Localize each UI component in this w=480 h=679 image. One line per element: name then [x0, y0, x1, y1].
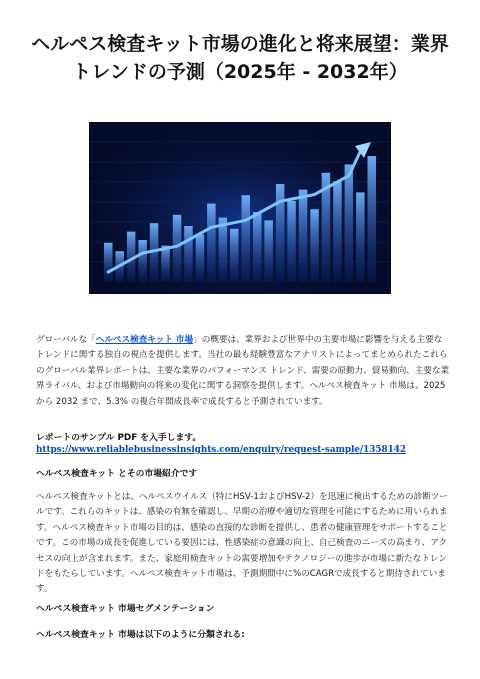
hero-bar: [276, 184, 285, 282]
hero-bar: [333, 181, 342, 282]
hero-bar: [310, 209, 319, 282]
hero-bar: [345, 164, 354, 282]
hero-bar: [356, 192, 365, 282]
hero-bar: [264, 220, 273, 282]
sample-request-link[interactable]: https://www.reliablebusinessinsights.com/enquiry/request-sample/1358142: [36, 445, 407, 455]
hero-image: [89, 122, 391, 294]
hero-bar: [253, 212, 262, 282]
page-title: ヘルペス検査キット市場の進化と将来展望：業界トレンドの予測（2025年 - 2032年）: [31, 33, 449, 83]
intro-paragraph: [36, 333, 450, 410]
hero-bar: [104, 243, 113, 282]
hero-bar: [207, 204, 216, 282]
market-link[interactable]: ヘルペス検査キット 市場: [95, 335, 194, 345]
market-intro-heading: ヘルペス検査キット とその市場紹介です: [36, 469, 198, 479]
hero-bar: [299, 190, 308, 282]
hero-bar: [196, 234, 205, 282]
hero-bar: [287, 201, 296, 282]
rising-chart-icon: [89, 122, 391, 294]
hero-bar: [230, 229, 239, 282]
hero-bar: [184, 226, 193, 282]
intro-text-rest: 」の概要は、業界および世界中の主要市場に影響を与える主要なトレンドに関する独自の視点を提供します。当社の最も経験豊富なアナリストによってまとめられたこれらのグローバル業界レポートは、主要な業界のパフォーマンス トレンド、需要の原動力、貿易動向、主要な業界ライバル、および市場動向の将来の変化に関する洞察を提供します。ヘルペス検査キット 市場は、2025 から 2032 まで、5.3% の複合年間成長率で成長すると予測されています。: [36, 335, 450, 407]
market-intro-paragraph: ヘルペス検査キットとは、ヘルペスウイルス（特にHSV-1およびHSV-2）を迅速に検出するための診断ツールです。これらのキットは、感染の有無を確認し、早期の治療や適切な管理を可能にするために用いられます。ヘルペス検査キット市場の目的は、感染の直接的な診断を提供し、患者の健康管理をサポートすることです。この市場の成長を促進している要因には、性感染症の意識の向上、自己検査のニーズの高まり、アクセスの向上が含まれます。また、家庭用検査キットの需要増加やテクノロジーの進歩が市場に新たなトレンドをもたらしています。ヘルペス検査キット市場は、予測期間中に%のCAGRで成長すると期待されています。: [36, 492, 448, 595]
hero-bar: [219, 218, 228, 282]
hero-bar: [368, 156, 377, 282]
classification-heading: ヘルペス検査キット 市場は以下のように分類される:: [36, 630, 245, 640]
hero-bar: [161, 246, 170, 282]
sample-pdf-heading: レポートのサンプル PDF を入手します。: [36, 433, 202, 443]
hero-bar: [173, 215, 182, 282]
intro-text-start: グローバルな「: [36, 335, 96, 345]
hero-bar: [242, 195, 251, 282]
segmentation-heading: ヘルペス検査キット 市場セグメンテーション: [36, 604, 215, 614]
hero-bar: [138, 240, 147, 282]
